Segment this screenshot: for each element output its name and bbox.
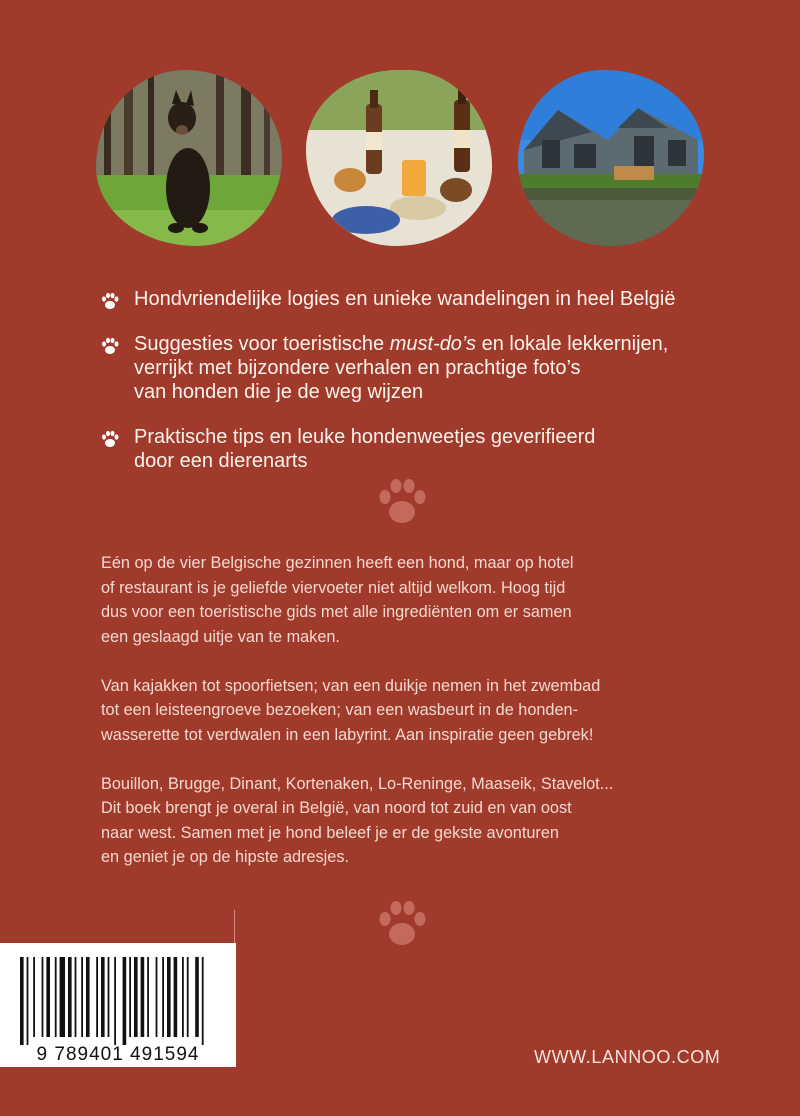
feature-line: door een dierenarts	[134, 450, 308, 472]
feature-line	[134, 332, 668, 356]
barcode-bar	[96, 957, 98, 1037]
barcode-bar	[101, 957, 105, 1037]
barcode-bar	[202, 957, 204, 1045]
isbn-barcode	[0, 943, 236, 1067]
paw-icon	[100, 336, 124, 404]
barcode-bar	[46, 957, 50, 1037]
barcode-bar	[134, 957, 138, 1037]
barcode-bar	[114, 957, 116, 1045]
barcode-bar	[108, 957, 110, 1037]
feature-item	[100, 425, 720, 473]
barcode-bar	[123, 957, 127, 1045]
feature-line: Praktische tips en leuke hondenweetjes geverifieerd	[134, 426, 596, 448]
decorative-paw-icon	[374, 896, 430, 952]
paw-icon	[100, 291, 124, 311]
barcode-bar	[20, 957, 24, 1045]
dog-forest-photo	[96, 70, 282, 246]
feature-line: verrijkt met bijzondere verhalen en prachtige foto’s	[134, 357, 581, 379]
barcode-bar	[33, 957, 35, 1037]
barcode-bar	[75, 957, 77, 1037]
text-line: dus voor een toeristische gids met alle ingrediënten om er samen	[101, 603, 572, 621]
barcode-bar	[195, 957, 199, 1037]
barcode-bar	[174, 957, 178, 1037]
barcode-bar	[81, 957, 83, 1037]
feature-emphasis: must-do’s	[389, 333, 477, 355]
description-text	[101, 551, 721, 894]
barcode-bar	[68, 957, 72, 1037]
text-line: Van kajakken tot spoorfietsen; van een duikje nemen in het zwembad	[101, 676, 601, 695]
barcode-bar	[147, 957, 149, 1037]
barcode-bar	[27, 957, 29, 1045]
paragraph	[101, 551, 721, 649]
barcode-bar	[86, 957, 90, 1037]
barcode-bar	[167, 957, 171, 1037]
isbn-number: 9 789401 491594	[36, 1044, 200, 1065]
feature-item	[100, 287, 720, 311]
paragraph	[101, 674, 721, 748]
barcode-bar	[55, 957, 57, 1037]
feature-item	[100, 332, 720, 404]
beer-and-food-photo	[306, 70, 492, 246]
decorative-paw-icon	[374, 474, 430, 530]
text-line: tot een leisteengroeve bezoeken; van een wasbeurt in de honden-	[101, 701, 579, 719]
lake-houses-photo	[518, 70, 704, 246]
barcode-bar	[42, 957, 44, 1037]
text-line: een geslaagd uitje van te maken.	[101, 627, 340, 646]
feature-line: Hondvriendelijke logies en unieke wandelingen in heel België	[134, 288, 676, 310]
barcode-bar	[141, 957, 145, 1037]
text-line: Dit boek brengt je overal in België, van noord tot zuid en van oost	[101, 799, 572, 817]
barcode-bar	[156, 957, 158, 1037]
barcode-bar	[182, 957, 184, 1037]
feature-list	[100, 287, 720, 494]
barcode-bar	[187, 957, 189, 1037]
feature-text: Suggesties voor toeristische	[134, 333, 390, 355]
feature-line: van honden die je de weg wijzen	[134, 381, 424, 403]
publisher-website[interactable]: WWW.LANNOO.COM	[534, 1047, 721, 1067]
text-line: Bouillon, Brugge, Dinant, Kortenaken, Lo-Reninge, Maaseik, Stavelot...	[101, 774, 614, 793]
text-line: of restaurant is je geliefde viervoeter niet altijd welkom. Hoog tijd	[101, 578, 566, 597]
text-line: en geniet je op de hipste adresjes.	[101, 848, 350, 866]
feature-text: en lokale lekkernijen,	[476, 333, 669, 355]
barcode-bar	[162, 957, 164, 1037]
divider	[234, 910, 235, 944]
text-line: Eén op de vier Belgische gezinnen heeft een hond, maar op hotel	[101, 554, 574, 572]
barcode-bar	[129, 957, 131, 1037]
paw-icon	[100, 429, 124, 473]
paragraph	[101, 772, 721, 870]
text-line: naar west. Samen met je hond beleef je er de gekste avonturen	[101, 823, 559, 842]
text-line: wasserette tot verdwalen in een labyrint. Aan inspiratie geen gebrek!	[101, 725, 594, 744]
barcode-bar	[60, 957, 65, 1037]
